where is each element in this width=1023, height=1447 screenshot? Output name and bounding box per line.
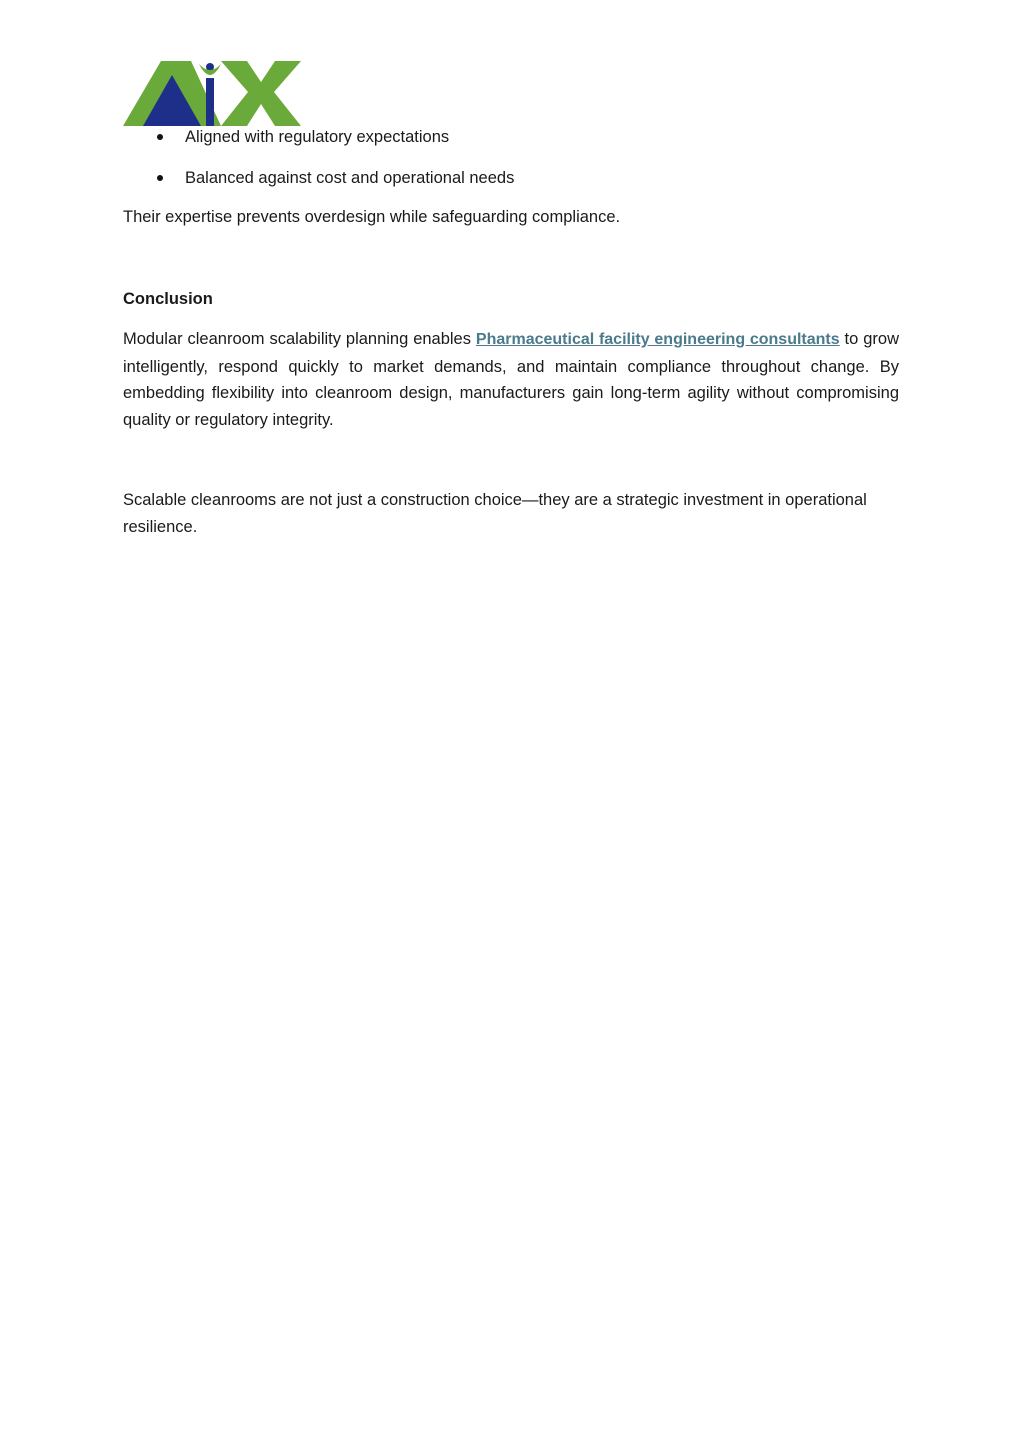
aix-logo-icon	[123, 58, 303, 126]
conclusion-text-start: Modular cleanroom scalability planning enables	[123, 330, 476, 348]
conclusion-paragraph	[123, 326, 899, 433]
bullet-icon	[157, 134, 163, 140]
document-body	[123, 124, 899, 540]
list-item	[123, 124, 899, 150]
list-item-text: Balanced against cost and operational needs	[185, 168, 515, 187]
bullet-list	[123, 124, 899, 191]
list-item	[123, 165, 899, 191]
final-paragraph: Scalable cleanrooms are not just a construction choice—they are a strategic investment in operational resilience.	[123, 491, 867, 536]
expertise-paragraph: Their expertise prevents overdesign while safeguarding compliance.	[123, 208, 621, 226]
consultants-link[interactable]: Pharmaceutical facility engineering consultants	[475, 331, 840, 348]
conclusion-heading: Conclusion	[123, 289, 213, 308]
conclusion-text-end: to grow intelligently, respond quickly to market demands, and maintain compliance throughout change. By embedding flexibility into cleanroom design, manufacturers gain long-term agility without compromising quality or regulatory integrity.	[123, 330, 899, 429]
list-item-text: Aligned with regulatory expectations	[185, 128, 450, 146]
bullet-icon	[157, 175, 163, 181]
